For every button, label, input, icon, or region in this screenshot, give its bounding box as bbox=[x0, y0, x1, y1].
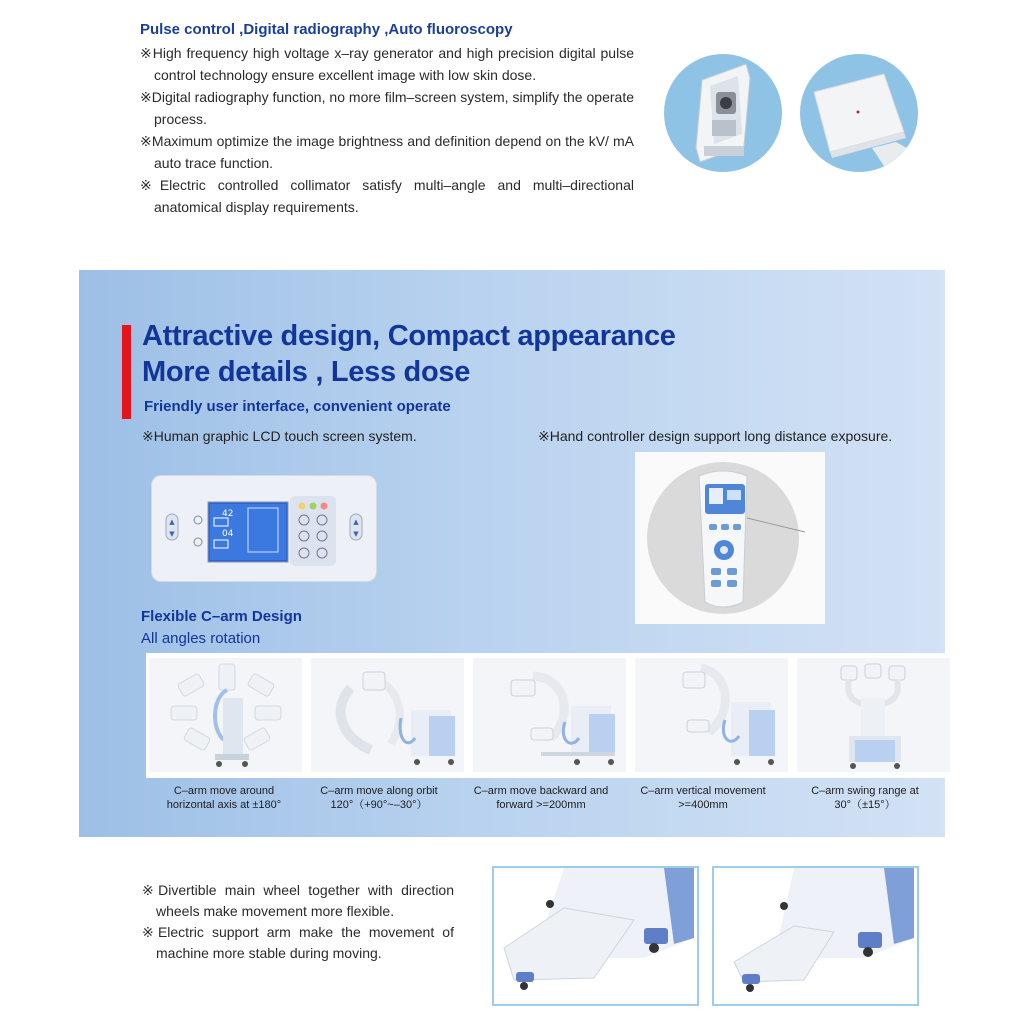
c-arm-vertical-image bbox=[635, 658, 788, 772]
flat-panel-detector-photo bbox=[800, 54, 918, 172]
accent-bar bbox=[122, 325, 131, 419]
caption-backward-forward bbox=[461, 784, 621, 812]
caption-vertical bbox=[623, 784, 783, 812]
bullet-main-wheel: ※Divertible main wheel together with direction wheels make movement more flexible. bbox=[142, 882, 454, 919]
caption-orbit bbox=[299, 784, 459, 812]
hand-controller-image bbox=[635, 452, 825, 624]
lcd-readout-kv: 42 bbox=[222, 509, 234, 519]
direction-wheel-photo bbox=[712, 866, 919, 1006]
main-wheel-photo bbox=[492, 866, 699, 1006]
bullet-brightness: ※Maximum optimize the image brightness and definition depend on the kV/ mA auto trace function. bbox=[140, 133, 634, 171]
caption-line: C–arm move backward and bbox=[473, 785, 609, 797]
pulse-control-bullet-list bbox=[140, 42, 634, 218]
c-arm-backward-forward-image bbox=[473, 658, 626, 772]
bullet-generator: ※High frequency high voltage x–ray generator and high precision digital pulse control technology ensure excellent image with low skin dose. bbox=[140, 45, 634, 83]
caption-line: C–arm swing range at bbox=[811, 785, 919, 797]
section-title-pulse-control: Pulse control ,Digital radiography ,Auto fluoroscopy bbox=[140, 21, 513, 38]
svg-text:▲: ▲ bbox=[169, 518, 175, 526]
collimator-photo bbox=[664, 54, 782, 172]
caption-line: C–arm move around bbox=[173, 785, 275, 797]
caption-line: 120°（+90°~–30°） bbox=[330, 799, 428, 811]
bullet-collimator: ※Electric controlled collimator satisfy multi–angle and multi–directional anatomical display requirements. bbox=[140, 177, 634, 215]
flexible-c-arm-title: Flexible C–arm Design bbox=[141, 608, 302, 625]
feature-hand-controller: ※Hand controller design support long distance exposure. bbox=[538, 428, 893, 444]
svg-text:▼: ▼ bbox=[353, 530, 359, 538]
feature-lcd-touch-screen: ※Human graphic LCD touch screen system. bbox=[142, 428, 417, 444]
caption-line: C–arm move along orbit bbox=[320, 785, 438, 797]
caption-line: C–arm vertical movement bbox=[640, 785, 766, 797]
c-arm-image-strip bbox=[146, 653, 945, 778]
caption-line: forward >=200mm bbox=[496, 799, 586, 811]
caption-line: 30°（±15°） bbox=[834, 799, 896, 811]
lcd-control-panel-image bbox=[152, 476, 376, 581]
subheading-user-interface: Friendly user interface, convenient operate bbox=[144, 398, 451, 415]
bullet-digital-radiography: ※Digital radiography function, no more film–screen system, simplify the operate process. bbox=[140, 89, 634, 127]
caption-horizontal-axis bbox=[144, 784, 304, 812]
caption-line: horizontal axis at ±180° bbox=[166, 799, 282, 811]
c-arm-orbit-image bbox=[311, 658, 464, 772]
c-arm-swing-image bbox=[797, 658, 950, 772]
c-arm-rotation-image bbox=[149, 658, 302, 772]
heading-less-dose: More details , Less dose bbox=[142, 356, 471, 388]
bullet-support-arm: ※Electric support arm make the movement of machine more stable during moving. bbox=[142, 924, 454, 961]
lcd-readout-ma: 04 bbox=[222, 529, 234, 539]
svg-text:▼: ▼ bbox=[169, 530, 175, 538]
heading-attractive-design: Attractive design, Compact appearance bbox=[142, 320, 676, 352]
svg-text:▲: ▲ bbox=[353, 518, 359, 526]
caption-line: >=400mm bbox=[678, 799, 728, 811]
flexible-c-arm-subtitle: All angles rotation bbox=[141, 630, 261, 647]
caption-swing bbox=[785, 784, 945, 812]
mobility-bullet-list bbox=[142, 880, 454, 964]
